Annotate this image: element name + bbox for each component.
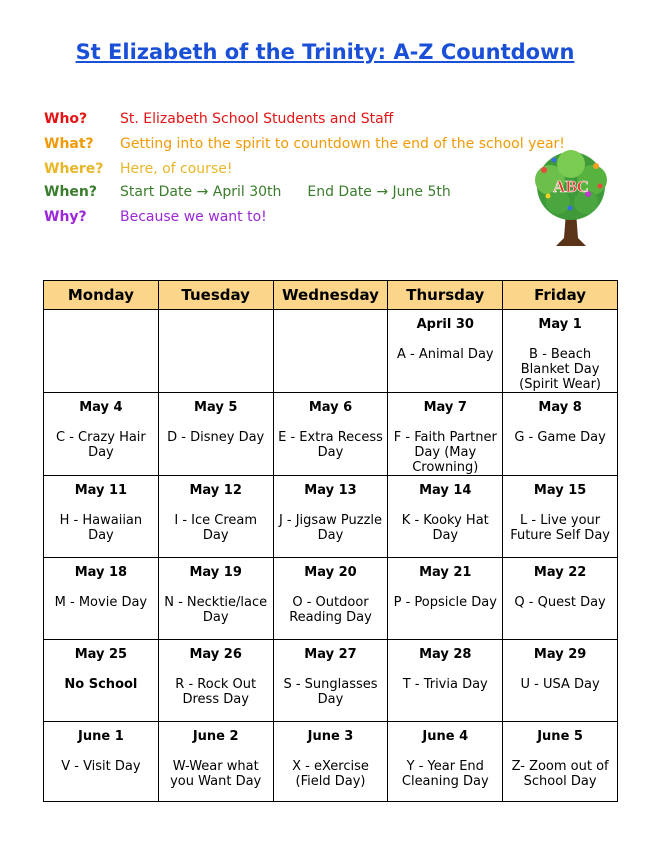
day-date: June 1 [78, 729, 124, 744]
day-event: E - Extra Recess Day [278, 430, 383, 460]
calendar-day-cell [503, 476, 618, 558]
day-event: C - Crazy Hair Day [56, 430, 146, 460]
day-date: May 28 [419, 647, 472, 662]
header-friday: Friday [503, 281, 618, 310]
day-date: May 29 [533, 647, 587, 662]
calendar-day-cell [44, 722, 159, 802]
day-date: May 6 [308, 400, 353, 415]
calendar-day-cell [158, 310, 273, 393]
day-date: May 12 [189, 483, 242, 498]
week-row-3 [44, 476, 618, 558]
header-tuesday: Tuesday [158, 281, 273, 310]
abc-tree-icon [530, 150, 612, 250]
why-value: Because we want to! [120, 209, 267, 225]
calendar-day-cell [44, 476, 159, 558]
day-event: Z- Zoom out of School Day [511, 759, 609, 789]
calendar-day-cell [158, 558, 273, 640]
week-row-2 [44, 393, 618, 476]
end-date: End Date → June 5th [307, 184, 451, 200]
calendar-day-cell [273, 558, 388, 640]
calendar-day-cell [158, 476, 273, 558]
week-row-5 [44, 640, 618, 722]
calendar-day-cell [44, 310, 159, 393]
what-label: What? [44, 136, 94, 152]
day-date: May 13 [304, 483, 357, 498]
day-event: H - Hawaiian Day [59, 513, 143, 543]
what-value: Getting into the spirit to countdown the end of the school year! [120, 136, 565, 152]
week-row-4 [44, 558, 618, 640]
day-event: P - Popsicle Day [393, 595, 497, 610]
calendar-day-cell [273, 476, 388, 558]
day-event: A - Animal Day [396, 347, 494, 362]
day-date: June 5 [537, 729, 583, 744]
week-row-6 [44, 722, 618, 802]
header-thursday: Thursday [388, 281, 503, 310]
day-date: May 15 [533, 483, 587, 498]
calendar-day-cell [273, 393, 388, 476]
who-row [44, 111, 393, 127]
tree-letters: ABC [553, 177, 589, 196]
day-event: S - Sunglasses Day [283, 677, 378, 707]
calendar-day-cell [503, 558, 618, 640]
header-wednesday: Wednesday [273, 281, 388, 310]
day-date: June 3 [307, 729, 354, 744]
header-monday: Monday [44, 281, 159, 310]
start-date: Start Date → April 30th [120, 184, 282, 200]
countdown-calendar [43, 280, 618, 802]
calendar-day-cell [158, 722, 273, 802]
day-event: D - Disney Day [167, 430, 265, 445]
day-event: B - Beach Blanket Day (Spirit Wear) [519, 347, 602, 392]
calendar-header-row [44, 281, 618, 310]
day-event: M - Movie Day [54, 595, 148, 610]
day-event: L - Live your Future Self Day [510, 513, 610, 543]
calendar-day-cell [44, 393, 159, 476]
page-title: St Elizabeth of the Trinity: A-Z Countdown [75, 40, 575, 64]
day-event: J - Jigsaw Puzzle Day [278, 513, 383, 543]
week-row-1 [44, 310, 618, 393]
day-date: May 25 [74, 647, 128, 662]
day-event: T - Trivia Day [402, 677, 488, 692]
who-value: St. Elizabeth School Students and Staff [120, 111, 394, 127]
calendar-day-cell [158, 640, 273, 722]
calendar-day-cell [273, 640, 388, 722]
when-row [44, 184, 451, 200]
day-date: May 20 [304, 565, 357, 580]
calendar-day-cell [388, 640, 503, 722]
day-date: May 18 [74, 565, 128, 580]
calendar-day-cell [44, 640, 159, 722]
calendar-day-cell [273, 310, 388, 393]
calendar-day-cell [503, 640, 618, 722]
day-date: May 26 [189, 647, 242, 662]
day-event: V - Visit Day [61, 759, 141, 774]
calendar-day-cell [388, 310, 503, 393]
where-row [44, 161, 232, 177]
why-label: Why? [44, 209, 87, 225]
day-event: K - Kooky Hat Day [401, 513, 489, 543]
day-event: I - Ice Cream Day [174, 513, 258, 543]
day-date: May 14 [419, 483, 472, 498]
calendar-day-cell [44, 558, 159, 640]
calendar-day-cell [503, 393, 618, 476]
what-row [44, 136, 565, 152]
day-date: April 30 [416, 317, 474, 332]
day-event: U - USA Day [520, 677, 600, 692]
day-event: N - Necktie/lace Day [164, 595, 268, 625]
calendar-day-cell [388, 393, 503, 476]
calendar-day-cell [388, 722, 503, 802]
day-date: May 11 [74, 483, 128, 498]
day-event: O - Outdoor Reading Day [289, 595, 372, 625]
day-date: May 1 [538, 317, 582, 332]
day-date: June 2 [192, 729, 239, 744]
day-event: F - Faith Partner Day (May Crowning) [393, 430, 497, 475]
day-event: W-Wear what you Want Day [170, 759, 262, 789]
day-date: May 22 [533, 565, 587, 580]
calendar-day-cell [503, 310, 618, 393]
day-date: May 27 [304, 647, 357, 662]
day-date: May 5 [194, 400, 238, 415]
day-date: June 4 [422, 729, 469, 744]
calendar-day-cell [388, 476, 503, 558]
day-event: Y - Year End Cleaning Day [401, 759, 489, 789]
day-event: R - Rock Out Dress Day [175, 677, 257, 707]
day-event: Q - Quest Day [514, 595, 606, 610]
no-school-label: No School [64, 677, 138, 692]
who-label: Who? [44, 111, 88, 127]
when-label: When? [44, 184, 97, 200]
day-event: G - Game Day [514, 430, 606, 445]
where-label: Where? [44, 161, 104, 177]
day-date: May 21 [419, 565, 472, 580]
day-date: May 8 [538, 400, 582, 415]
calendar-day-cell [158, 393, 273, 476]
calendar-day-cell [388, 558, 503, 640]
why-row [44, 209, 267, 225]
day-date: May 7 [423, 400, 467, 415]
calendar-day-cell [503, 722, 618, 802]
calendar-day-cell [273, 722, 388, 802]
day-date: May 4 [79, 400, 123, 415]
day-date: May 19 [189, 565, 242, 580]
day-event: X - eXercise (Field Day) [292, 759, 369, 789]
where-value: Here, of course! [120, 161, 233, 177]
